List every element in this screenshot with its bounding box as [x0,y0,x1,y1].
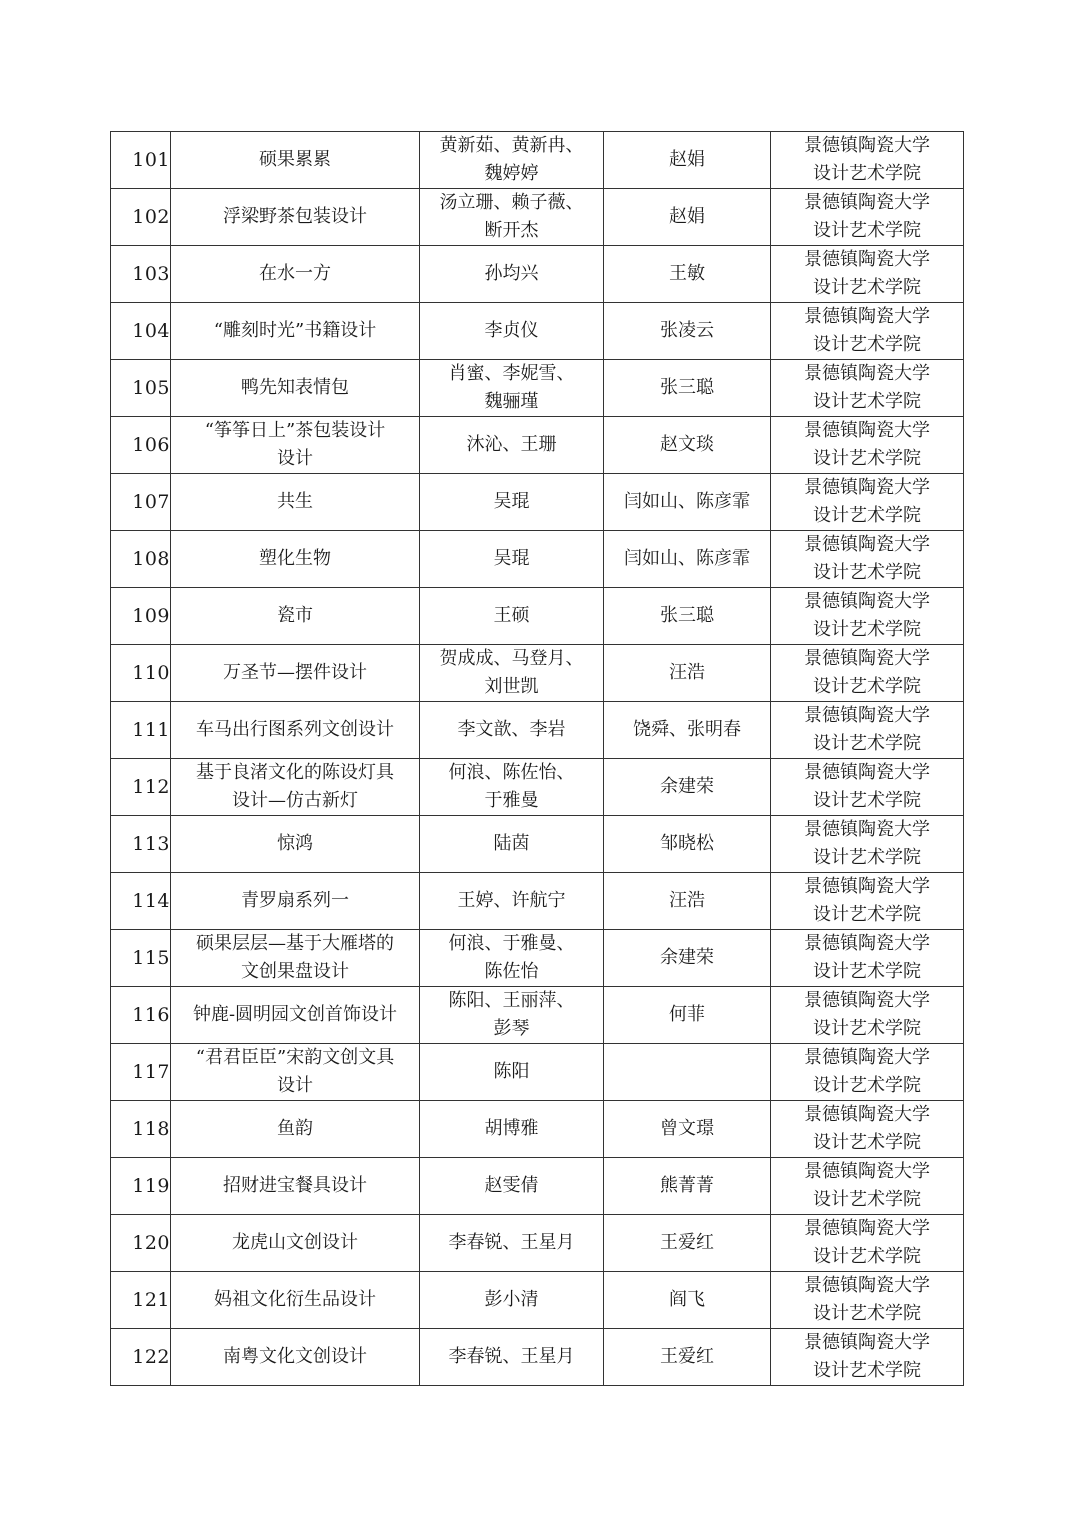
authors-cell [420,531,604,588]
work-title: 钟鹿-圆明园文创首饰设计 [192,1004,398,1025]
school: 景德镇陶瓷大学 设计艺术学院 [804,1161,930,1210]
advisor-cell [604,132,771,189]
advisor: 王爱红 [660,1346,714,1367]
entry-number: 114 [132,890,170,912]
advisor-cell [604,474,771,531]
authors-cell [420,873,604,930]
authors-cell [420,1272,604,1329]
school-cell [771,132,964,189]
entry-number-cell [111,1158,171,1215]
table-row [111,132,964,189]
school: 景德镇陶瓷大学 设计艺术学院 [804,420,930,469]
authors: 胡博雅 [484,1118,539,1139]
entry-number-cell [111,759,171,816]
work-title: “筝筝日上”茶包装设计 设计 [204,420,386,469]
entry-number-cell [111,987,171,1044]
entry-number-cell [111,816,171,873]
advisor: 赵文琰 [660,434,714,455]
work-title: 鱼韵 [277,1118,313,1139]
work-title: 龙虎山文创设计 [232,1232,358,1253]
entry-number-cell [111,303,171,360]
advisor: 王爱红 [660,1232,714,1253]
advisor-cell [604,702,771,759]
entry-number: 110 [132,662,170,684]
authors-cell [420,1044,604,1101]
authors: 彭小清 [484,1289,539,1310]
school: 景德镇陶瓷大学 设计艺术学院 [804,819,930,868]
table-row [111,303,964,360]
entry-number-cell [111,189,171,246]
authors: 何浪、陈佐怡、 于雅曼 [448,762,575,811]
authors: 肖蜜、李妮雪、 魏骊瑾 [448,363,575,412]
advisor-cell [604,930,771,987]
work-title: 青罗扇系列一 [241,890,349,911]
school-cell [771,759,964,816]
entry-number-cell [111,1272,171,1329]
work-title-cell [171,303,420,360]
entry-number: 120 [132,1232,170,1254]
school: 景德镇陶瓷大学 设计艺术学院 [804,705,930,754]
work-title: 车马出行图系列文创设计 [196,719,394,740]
table-row [111,987,964,1044]
work-title-cell [171,360,420,417]
school: 景德镇陶瓷大学 设计艺术学院 [804,1218,930,1267]
work-title-cell [171,816,420,873]
school-cell [771,360,964,417]
school-cell [771,1215,964,1272]
school: 景德镇陶瓷大学 设计艺术学院 [804,306,930,355]
table-row [111,1272,964,1329]
advisor-cell [604,1329,771,1386]
advisor: 汪浩 [669,890,705,911]
work-title: 招财进宝餐具设计 [223,1175,367,1196]
work-title-cell [171,873,420,930]
school-cell [771,702,964,759]
entry-number-cell [111,1044,171,1101]
table-row [111,1158,964,1215]
school-cell [771,246,964,303]
authors-cell [420,1329,604,1386]
work-title: 惊鸿 [277,833,313,854]
school: 景德镇陶瓷大学 设计艺术学院 [804,762,930,811]
entry-number-cell [111,132,171,189]
table-row [111,531,964,588]
advisor-cell [604,189,771,246]
entry-number-cell [111,588,171,645]
entry-number: 104 [132,320,170,342]
table-row [111,1329,964,1386]
advisor: 赵娟 [669,206,705,227]
school-cell [771,1101,964,1158]
entry-number: 102 [132,206,170,228]
advisor: 何菲 [669,1004,705,1025]
work-title: “君君臣臣”宋韵文创文具 设计 [195,1047,395,1096]
school: 景德镇陶瓷大学 设计艺术学院 [804,363,930,412]
entry-number: 115 [132,947,170,969]
table-row [111,1215,964,1272]
work-title-cell [171,417,420,474]
advisor: 饶舜、张明春 [633,719,741,740]
entry-number: 101 [132,149,170,171]
advisor: 闫如山、陈彦霏 [624,548,750,569]
advisor-cell [604,759,771,816]
authors: 何浪、于雅曼、 陈佐怡 [448,933,575,982]
school-cell [771,303,964,360]
entry-number: 103 [132,263,170,285]
school: 景德镇陶瓷大学 设计艺术学院 [804,990,930,1039]
authors-cell [420,189,604,246]
school-cell [771,474,964,531]
authors-cell [420,702,604,759]
work-title: 南粤文化文创设计 [223,1346,367,1367]
school: 景德镇陶瓷大学 设计艺术学院 [804,192,930,241]
award-list-table [110,131,964,1386]
work-title: 万圣节—摆件设计 [223,662,367,683]
table-row [111,873,964,930]
school-cell [771,588,964,645]
entry-number: 111 [132,719,170,741]
advisor: 张凌云 [660,320,714,341]
entry-number: 116 [132,1004,170,1026]
authors-cell [420,474,604,531]
authors: 李文歆、李岩 [457,719,566,740]
school: 景德镇陶瓷大学 设计艺术学院 [804,1332,930,1381]
advisor: 阎飞 [669,1289,705,1310]
entry-number-cell [111,873,171,930]
school-cell [771,1329,964,1386]
advisor-cell [604,531,771,588]
authors-cell [420,987,604,1044]
table-row [111,474,964,531]
work-title-cell [171,645,420,702]
table-row [111,1044,964,1101]
work-title-cell [171,474,420,531]
advisor-cell [604,588,771,645]
entry-number-cell [111,930,171,987]
entry-number: 118 [132,1118,170,1140]
entry-number: 117 [132,1061,170,1083]
advisor-cell [604,1215,771,1272]
work-title: 硕果层层—基于大雁塔的 文创果盘设计 [196,933,394,982]
entry-number: 106 [132,434,170,456]
work-title: 妈祖文化衍生品设计 [214,1289,376,1310]
school: 景德镇陶瓷大学 设计艺术学院 [804,534,930,583]
work-title-cell [171,1215,420,1272]
authors: 李春锐、王星月 [448,1232,575,1253]
work-title-cell [171,531,420,588]
table-row [111,759,964,816]
advisor: 闫如山、陈彦霏 [624,491,750,512]
school-cell [771,1272,964,1329]
work-title-cell [171,1158,420,1215]
authors-cell [420,360,604,417]
authors: 李贞仪 [484,320,539,341]
school: 景德镇陶瓷大学 设计艺术学院 [804,648,930,697]
table-row [111,588,964,645]
school: 景德镇陶瓷大学 设计艺术学院 [804,933,930,982]
advisor: 汪浩 [669,662,705,683]
authors-cell [420,417,604,474]
authors: 赵雯倩 [484,1175,539,1196]
entry-number-cell [111,417,171,474]
authors-cell [420,1158,604,1215]
school: 景德镇陶瓷大学 设计艺术学院 [804,135,930,184]
school: 景德镇陶瓷大学 设计艺术学院 [804,477,930,526]
work-title: 瓷市 [277,605,313,626]
work-title: 共生 [277,491,313,512]
entry-number: 107 [132,491,170,513]
table-row [111,189,964,246]
work-title-cell [171,1329,420,1386]
authors-cell [420,588,604,645]
school-cell [771,873,964,930]
entry-number: 121 [132,1289,170,1311]
advisor: 曾文璟 [660,1118,714,1139]
work-title: 在水一方 [259,263,331,284]
work-title-cell [171,930,420,987]
authors-cell [420,816,604,873]
advisor-cell [604,303,771,360]
school-cell [771,417,964,474]
advisor: 张三聪 [660,605,714,626]
work-title-cell [171,246,420,303]
entry-number: 122 [132,1346,170,1368]
authors: 陈阳、王丽萍、 彭琴 [448,990,575,1039]
entry-number-cell [111,531,171,588]
work-title: 鸭先知表情包 [241,377,349,398]
authors-cell [420,930,604,987]
advisor-cell [604,816,771,873]
work-title-cell [171,987,420,1044]
advisor: 王敏 [669,263,705,284]
entry-number: 109 [132,605,170,627]
entry-number-cell [111,702,171,759]
table-row [111,360,964,417]
school: 景德镇陶瓷大学 设计艺术学院 [804,876,930,925]
authors-cell [420,1215,604,1272]
advisor-cell [604,987,771,1044]
advisor: 邹晓松 [660,833,714,854]
work-title-cell [171,132,420,189]
entry-number-cell [111,360,171,417]
advisor-cell [604,417,771,474]
advisor-cell [604,1101,771,1158]
authors: 王硕 [493,605,530,626]
school-cell [771,816,964,873]
authors-cell [420,246,604,303]
entry-number-cell [111,1215,171,1272]
work-title: 基于良渚文化的陈设灯具 设计—仿古新灯 [196,762,394,811]
authors-cell [420,759,604,816]
school-cell [771,645,964,702]
entry-number: 119 [132,1175,170,1197]
school-cell [771,189,964,246]
advisor-cell [604,1272,771,1329]
work-title: 硕果累累 [259,149,331,170]
work-title-cell [171,1044,420,1101]
table-row [111,1101,964,1158]
advisor-cell [604,873,771,930]
table-body [111,132,964,1386]
table-row [111,816,964,873]
advisor-cell [604,246,771,303]
entry-number-cell [111,474,171,531]
work-title-cell [171,189,420,246]
advisor-cell [604,645,771,702]
authors-cell [420,645,604,702]
work-title: 塑化生物 [259,548,331,569]
advisor: 余建荣 [660,776,714,797]
authors: 沐沁、王珊 [466,434,557,455]
school-cell [771,930,964,987]
authors: 吴琨 [493,491,530,512]
entry-number: 113 [132,833,170,855]
entry-number: 105 [132,377,170,399]
work-title-cell [171,588,420,645]
authors-cell [420,132,604,189]
advisor-cell [604,1044,771,1101]
school: 景德镇陶瓷大学 设计艺术学院 [804,1047,930,1096]
advisor: 余建荣 [660,947,714,968]
school-cell [771,1158,964,1215]
school-cell [771,1044,964,1101]
work-title-cell [171,1272,420,1329]
advisor: 熊菁菁 [660,1175,714,1196]
work-title: “雕刻时光”书籍设计 [213,320,377,341]
authors: 李春锐、王星月 [448,1346,575,1367]
authors: 王婷、许航宁 [457,890,566,911]
authors: 贺成成、马登月、 刘世凯 [439,648,584,697]
authors: 黄新茹、黄新冉、 魏婷婷 [439,135,584,184]
entry-number-cell [111,1101,171,1158]
authors: 汤立珊、赖子薇、 断开杰 [439,192,584,241]
authors-cell [420,1101,604,1158]
table-row [111,645,964,702]
work-title: 浮梁野茶包装设计 [223,206,367,227]
school-cell [771,531,964,588]
entry-number-cell [111,645,171,702]
table-row [111,417,964,474]
advisor-cell [604,1158,771,1215]
authors: 陈阳 [493,1061,530,1082]
authors: 孙均兴 [484,263,539,284]
school: 景德镇陶瓷大学 设计艺术学院 [804,249,930,298]
advisor: 赵娟 [669,149,705,170]
school: 景德镇陶瓷大学 设计艺术学院 [804,1275,930,1324]
table-row [111,702,964,759]
school-cell [771,987,964,1044]
work-title-cell [171,759,420,816]
authors-cell [420,303,604,360]
entry-number-cell [111,246,171,303]
advisor: 张三聪 [660,377,714,398]
entry-number: 108 [132,548,170,570]
advisor-cell [604,360,771,417]
table-row [111,930,964,987]
authors: 吴琨 [493,548,530,569]
entry-number: 112 [132,776,170,798]
school: 景德镇陶瓷大学 设计艺术学院 [804,1104,930,1153]
school: 景德镇陶瓷大学 设计艺术学院 [804,591,930,640]
table-row [111,246,964,303]
authors: 陆茵 [493,833,530,854]
work-title-cell [171,702,420,759]
entry-number-cell [111,1329,171,1386]
work-title-cell [171,1101,420,1158]
